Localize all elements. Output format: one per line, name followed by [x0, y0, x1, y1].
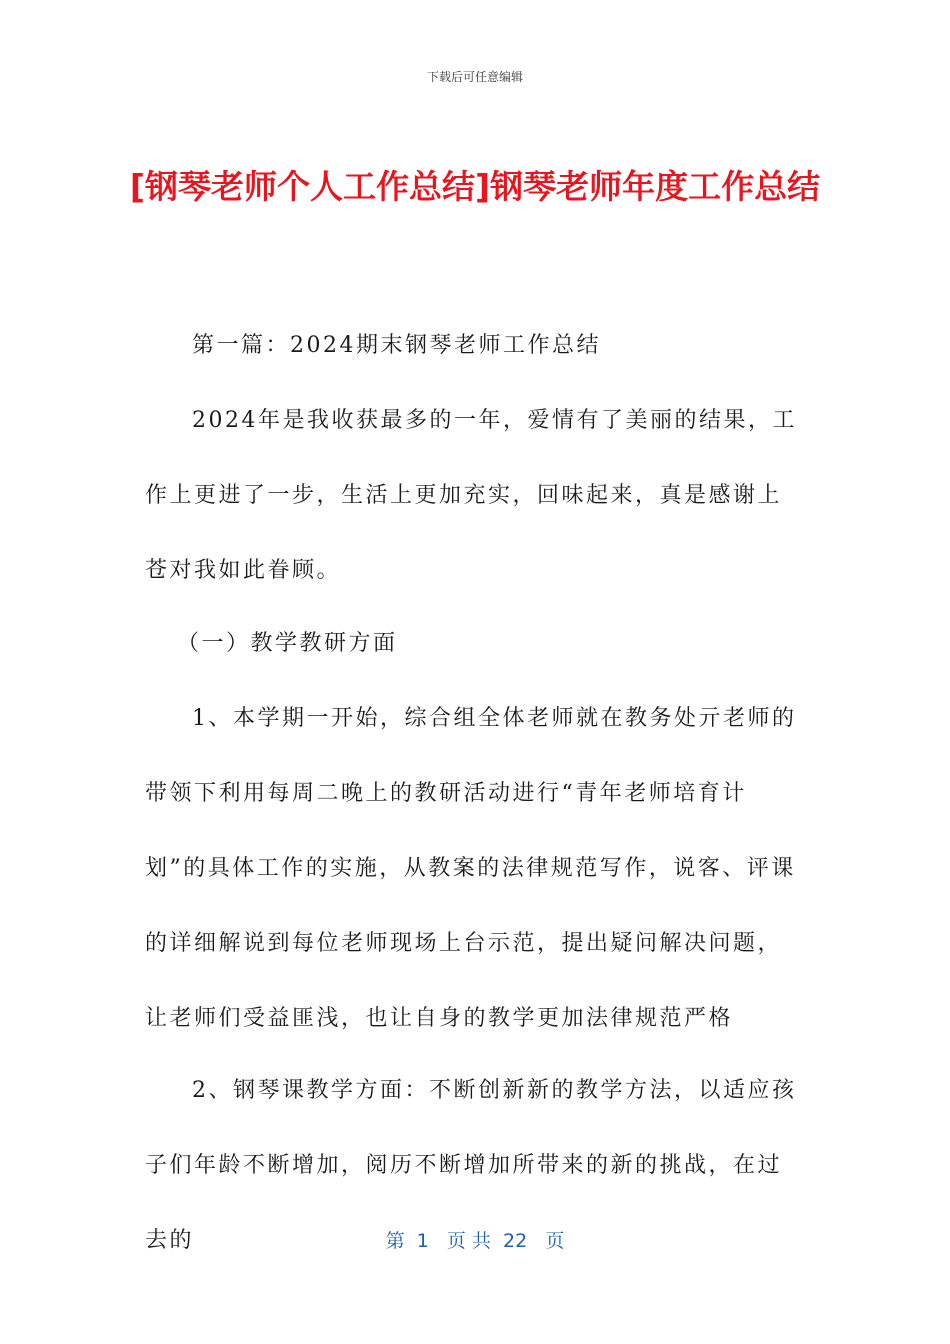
document-title: [钢琴老师个人工作总结]钢琴老师年度工作总结: [129, 167, 821, 207]
paragraph-item-2: 2、钢琴课教学方面：不断创新新的教学方法，以适应孩子们年龄不断增加，阅历不断增加所带来的新的挑战，在过去的: [145, 1078, 797, 1253]
header-note: 下载后可任意编辑: [426, 70, 523, 84]
subsection-heading: （一）教学教研方面: [177, 631, 398, 656]
paragraph-item-1: 1、本学期一开始，综合组全体老师就在教务处亓老师的带领下利用每周二晚上的教研活动进行“青年老师培育计划”的具体工作的实施，从教案的法律规范写作，说客、评课的详细解说到每位老师现场上台示范，提出疑问解决问题，让老师们受益匪浅，也让自身的教学更加法律规范严格: [145, 706, 797, 1031]
paragraph-intro: 2024年是我收获最多的一年，爱情有了美丽的结果，工作上更进了一步，生活上更加充实，回味起来，真是感谢上苍对我如此眷顾。: [145, 408, 797, 583]
page-footer: 第 1 页 共 22 页: [385, 1230, 565, 1252]
section-heading: 第一篇：2024期末钢琴老师工作总结: [192, 333, 601, 358]
